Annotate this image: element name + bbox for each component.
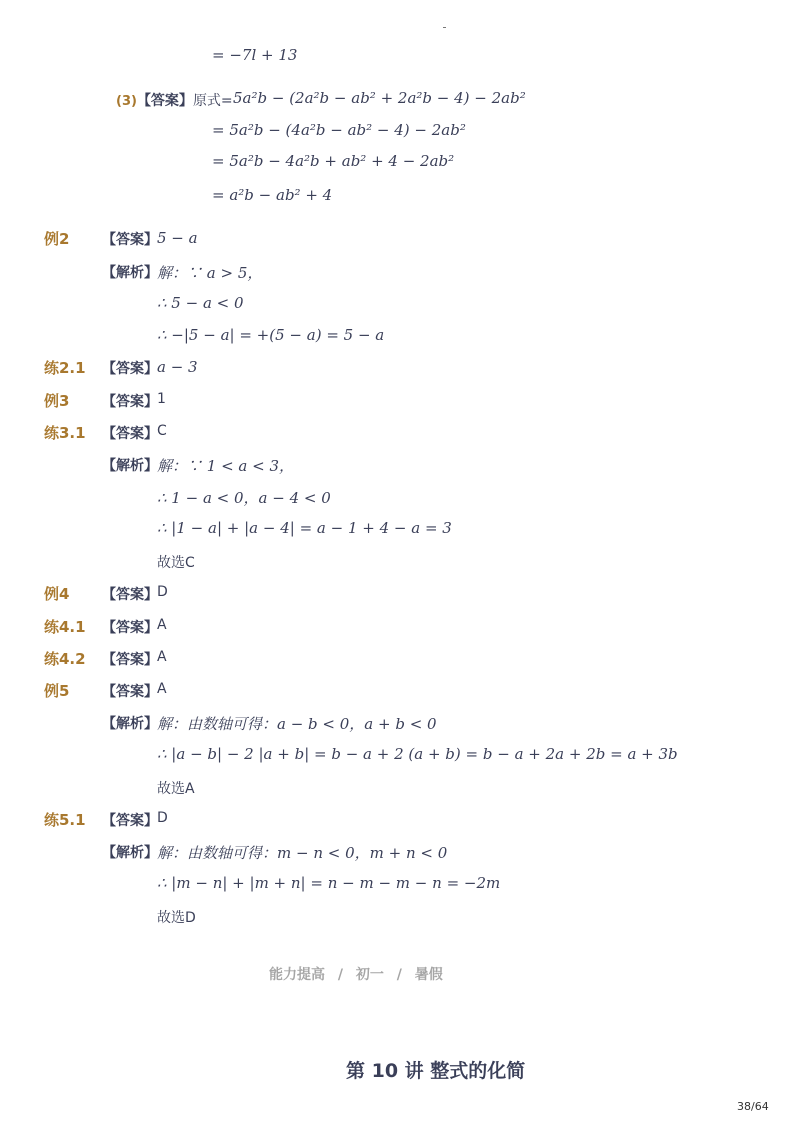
ex3-label: 例3 (44, 392, 70, 410)
pr31-analysis-first: 解：∵ 1 < a < 3， (157, 457, 295, 475)
pr21-answer: a − 3 (157, 358, 198, 376)
pr31-answer: C (157, 423, 167, 439)
ex5-step-1: ∴ |a − b| − 2 |a + b| = b − a + 2 (a + b) = b − a + 2a + 2b = a + 3b (157, 745, 678, 763)
part3-prefix: 原式= (192, 93, 233, 109)
ex3-answer: 1 (157, 391, 166, 407)
pr41-answer: A (157, 617, 167, 633)
ex3-answer-tag: 【答案】 (102, 394, 158, 410)
part3-label: (3) (116, 94, 137, 109)
pr41-answer-tag: 【答案】 (102, 620, 158, 636)
ex4-answer-tag: 【答案】 (102, 587, 158, 603)
ex4-answer: D (157, 584, 168, 600)
pr31-analysis-tag: 【解析】 (102, 458, 158, 474)
ex2-step-1: ∴ 5 − a < 0 (157, 294, 244, 312)
ex5-analysis-tag: 【解析】 (102, 716, 158, 732)
ex2-analysis-tag: 【解析】 (102, 265, 158, 281)
page-footer (269, 964, 443, 984)
pr42-label: 练4.2 (44, 650, 86, 668)
part3-line-4: = a²b − ab² + 4 (212, 186, 333, 204)
pr51-answer: D (157, 810, 168, 826)
ex4-label: 例4 (44, 585, 70, 603)
ex2-answer: 5 − a (157, 229, 198, 247)
ex5-step-2: 故选A (157, 781, 195, 797)
pr31-step-1: ∴ 1 − a < 0，a − 4 < 0 (157, 489, 331, 507)
continuation-line: = −7l + 13 (212, 46, 298, 64)
pr21-label: 练2.1 (44, 359, 86, 377)
pr21-answer-tag: 【答案】 (102, 361, 158, 377)
ex5-label: 例5 (44, 682, 70, 700)
ex5-answer: A (157, 681, 167, 697)
pr42-answer: A (157, 649, 167, 665)
pr41-label: 练4.1 (44, 618, 86, 636)
pr31-label: 练3.1 (44, 424, 86, 442)
pr51-step-2: 故选D (157, 910, 196, 926)
next-lecture-title: 第 10 讲 整式的化简 (346, 1060, 526, 1082)
footer-sep-2: / (396, 967, 402, 983)
ex2-label: 例2 (44, 230, 70, 248)
ex5-analysis-first: 解：由数轴可得：a − b < 0，a + b < 0 (157, 715, 437, 733)
pr31-step-2: ∴ |1 − a| + |a − 4| = a − 1 + 4 − a = 3 (157, 519, 452, 537)
pr51-analysis-tag: 【解析】 (102, 845, 158, 861)
ex2-step-2: ∴ −|5 − a| = +(5 − a) = 5 − a (157, 326, 385, 344)
part3-line-1: 5a²b − (2a²b − ab² + 2a²b − 4) − 2ab² (233, 89, 526, 107)
pr51-answer-tag: 【答案】 (102, 813, 158, 829)
part3-line-2: = 5a²b − (4a²b − ab² − 4) − 2ab² (212, 121, 466, 139)
ex2-answer-tag: 【答案】 (102, 232, 158, 248)
pr51-analysis-first: 解：由数轴可得：m − n < 0，m + n < 0 (157, 844, 448, 862)
footer-part-3: 暑假 (414, 967, 443, 983)
pr51-step-1: ∴ |m − n| + |m + n| = n − m − m − n = −2m (157, 874, 501, 892)
pr42-answer-tag: 【答案】 (102, 652, 158, 668)
pr31-answer-tag: 【答案】 (102, 426, 158, 442)
part3-header (116, 90, 233, 110)
pr51-label: 练5.1 (44, 811, 86, 829)
ex5-answer-tag: 【答案】 (102, 684, 158, 700)
pr31-step-3: 故选C (157, 555, 195, 571)
page-number: 38/64 (737, 1100, 769, 1113)
part3-line-3: = 5a²b − 4a²b + ab² + 4 − 2ab² (212, 152, 455, 170)
scan-dot (443, 27, 446, 28)
footer-part-1: 能力提高 (269, 967, 325, 983)
footer-part-2: 初一 (355, 967, 384, 983)
answer-tag: 【答案】 (136, 93, 193, 109)
ex2-analysis-first: 解：∵ a > 5， (157, 264, 263, 282)
footer-sep-1: / (337, 967, 343, 983)
